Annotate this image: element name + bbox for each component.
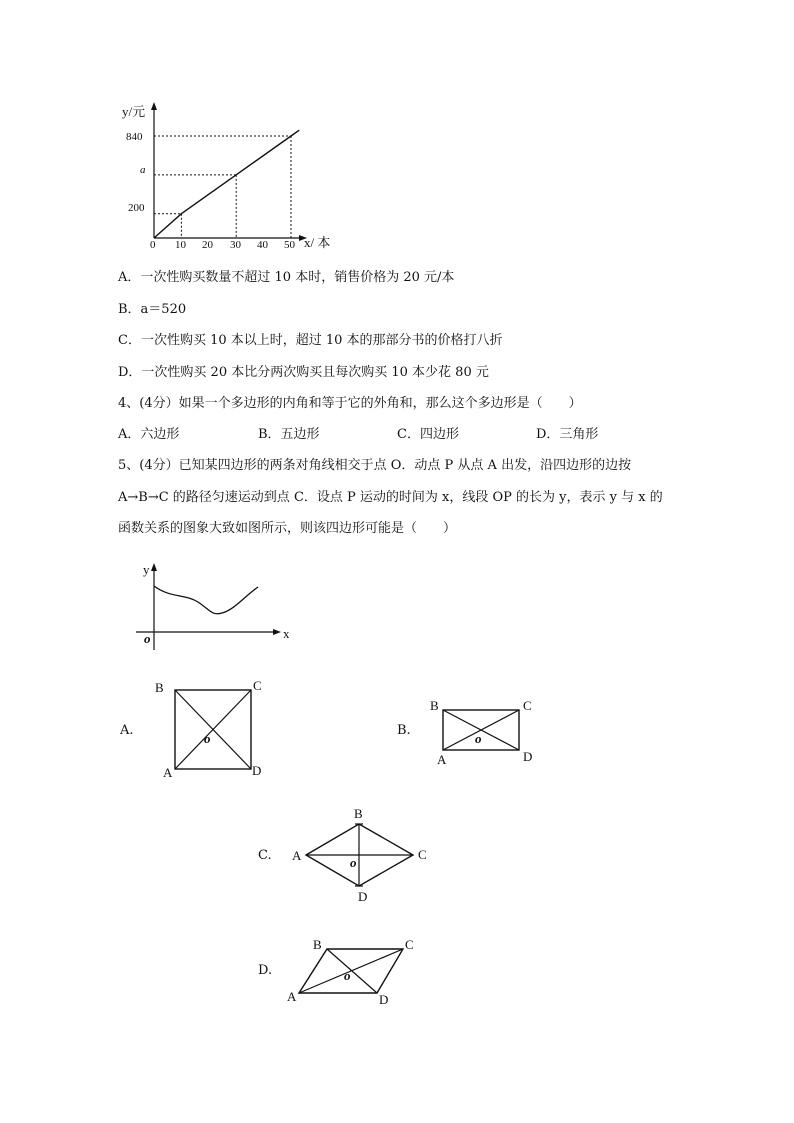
center-o: o <box>204 731 211 746</box>
q3-option-d: D．一次性购买 20 本比分两次购买且每次购买 10 本少花 80 元 <box>118 365 489 380</box>
q5-stem-line-2: A→B→C 的路径匀速运动到点 C．设点 P 运动的时间为 x，线段 OP 的长为 y，表示 y 与 x 的 <box>118 490 663 505</box>
x-axis-arrow <box>273 629 281 635</box>
q5-figure-c <box>288 804 448 904</box>
x-tick-20: 20 <box>202 239 213 251</box>
q5-figure-a <box>155 675 275 780</box>
y-axis-arrow <box>151 563 157 571</box>
q4-option-b: B．五边形 <box>258 427 320 442</box>
vertex-a: A <box>163 765 173 780</box>
q4-option-c: C．四边形 <box>397 427 459 442</box>
q3-option-a: A．一次性购买数量不超过 10 本时，销售价格为 20 元/本 <box>118 270 455 285</box>
x-tick-30: 30 <box>230 239 241 251</box>
vertex-d: D <box>358 889 368 904</box>
x-tick-10: 10 <box>175 239 186 251</box>
curve <box>154 586 258 614</box>
q4-option-a: A．六边形 <box>118 427 180 442</box>
q5-option-b-label: B. <box>397 723 411 738</box>
graph-origin-label: o <box>144 631 151 646</box>
vertex-a: A <box>287 989 297 1004</box>
vertex-c: C <box>418 847 427 862</box>
q5-figure-b <box>425 695 545 770</box>
vertex-d: D <box>523 749 533 764</box>
center-o: o <box>344 968 351 983</box>
vertex-a: A <box>292 848 302 863</box>
q5-stem-line-1: 5、(4分）已知某四边形的两条对角线相交于点 O．动点 P 从点 A 出发，沿四边形的边按 <box>118 458 632 473</box>
x-tick-50: 50 <box>284 239 295 251</box>
q5-option-c-label: C. <box>258 848 272 863</box>
vertex-a: A <box>437 752 447 767</box>
graph-x-label: x <box>283 626 290 641</box>
q5-option-a-label: A. <box>120 723 134 738</box>
q5-function-graph <box>130 558 300 658</box>
vertex-b: B <box>313 937 322 952</box>
vertex-c: C <box>405 937 414 952</box>
q4-stem: 4、(4分）如果一个多边形的内角和等于它的外角和，那么这个多边形是（ ） <box>118 396 582 411</box>
center-o: o <box>475 731 482 746</box>
graph-y-label: y <box>143 562 150 577</box>
y-tick-a: a <box>140 164 146 176</box>
diagonal-ac <box>299 949 403 993</box>
vertex-b: B <box>354 806 363 821</box>
vertex-b: B <box>155 680 164 695</box>
vertex-d: D <box>379 992 389 1007</box>
vertex-b: B <box>430 698 439 713</box>
price-graph <box>110 98 350 258</box>
diagonal-bd <box>327 949 377 993</box>
y-axis-arrow <box>151 102 157 110</box>
q5-figure-d <box>285 934 435 1012</box>
q5-stem-line-3: 函数关系的图象大致如图所示，则该四边形可能是（ ） <box>118 521 457 536</box>
y-axis-label: y/元 <box>122 104 146 119</box>
x-tick-0: 0 <box>150 239 156 251</box>
y-tick-840: 840 <box>126 131 143 143</box>
q5-option-d-label: D. <box>258 963 273 978</box>
data-line <box>154 130 299 238</box>
x-axis-label: x/ 本 <box>304 235 331 250</box>
center-o: o <box>350 855 357 870</box>
q4-option-d: D．三角形 <box>536 427 599 442</box>
q3-option-b: B．a＝520 <box>118 302 187 317</box>
vertex-d: D <box>252 763 262 778</box>
y-tick-200: 200 <box>128 202 145 214</box>
vertex-c: C <box>253 678 262 693</box>
vertex-c: C <box>523 698 532 713</box>
q3-option-c: C．一次性购买 10 本以上时，超过 10 本的那部分书的价格打八折 <box>118 333 503 348</box>
x-tick-40: 40 <box>257 239 268 251</box>
